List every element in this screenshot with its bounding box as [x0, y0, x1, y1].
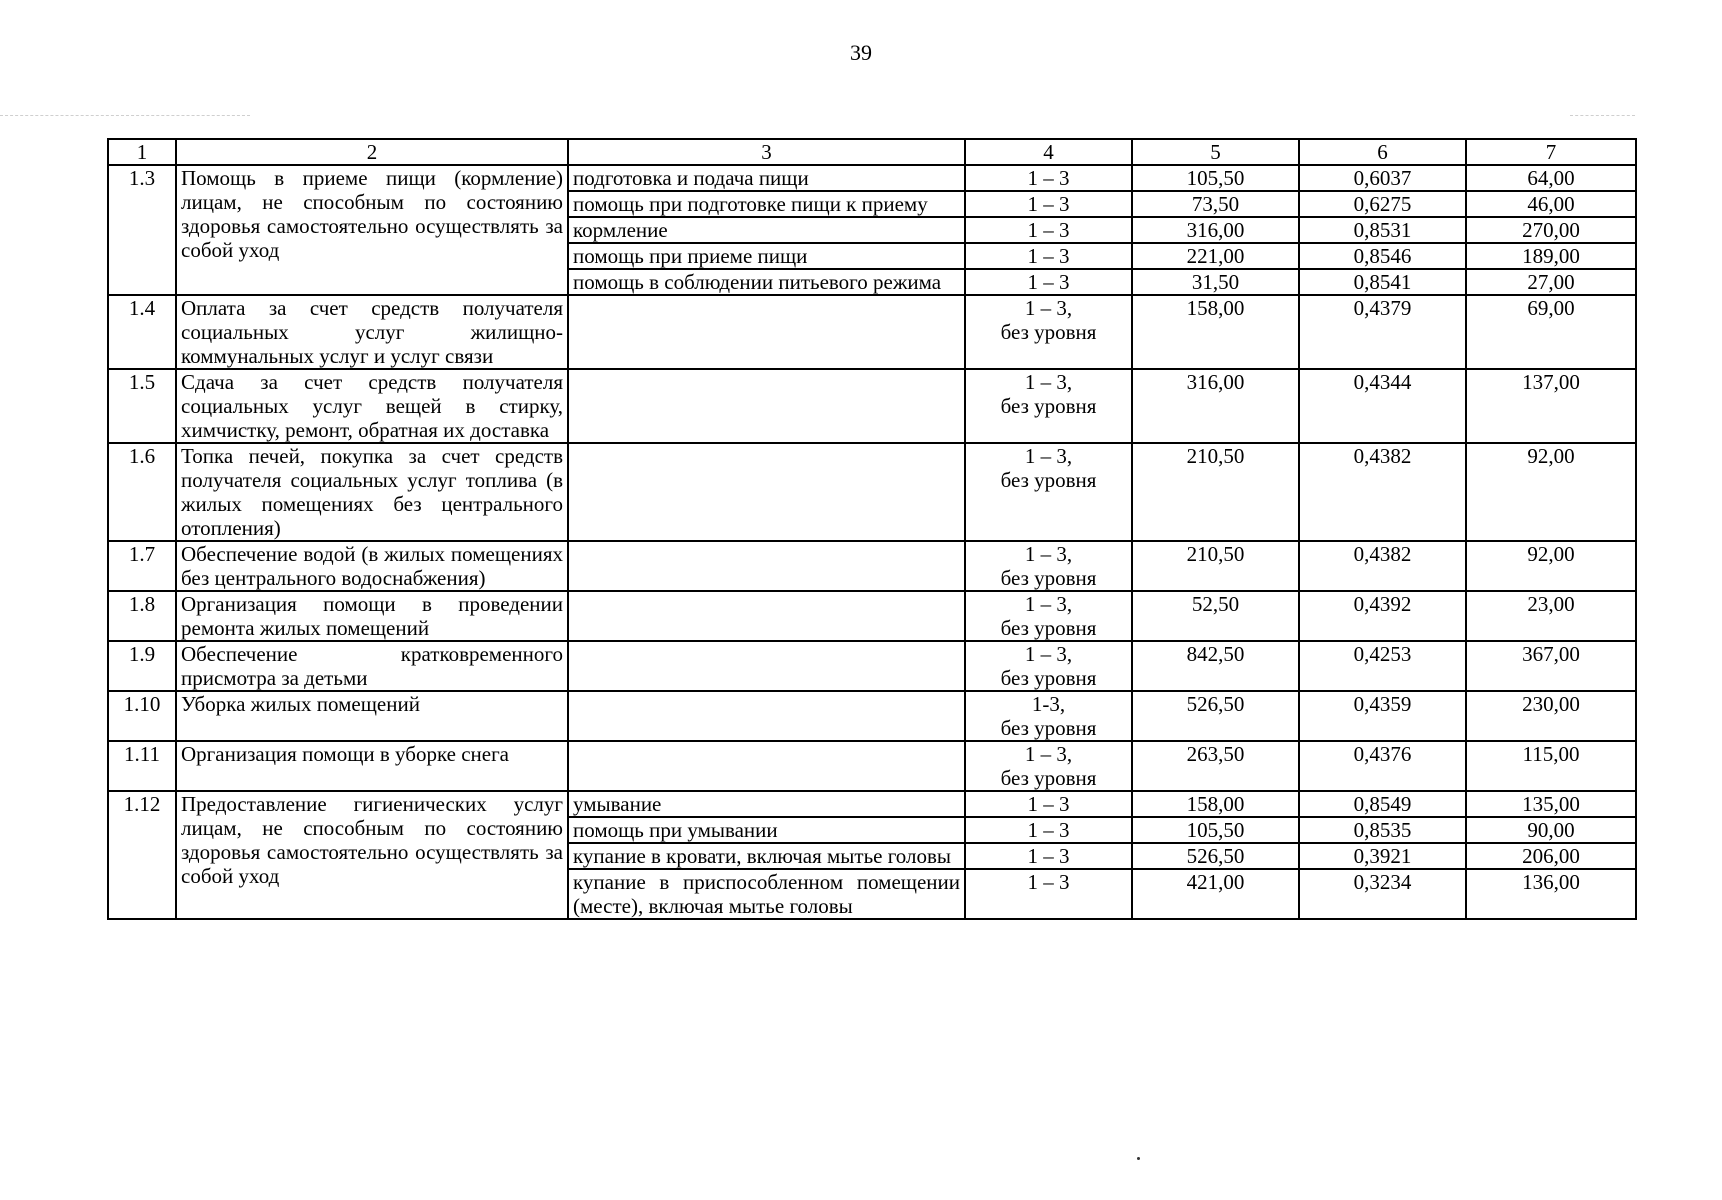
item-number: 1.8 [108, 591, 176, 641]
level-cell [965, 691, 1132, 741]
sub-service [568, 541, 965, 591]
value-col7: 46,00 [1466, 191, 1636, 217]
level-line: 1 – 3 [1027, 192, 1070, 216]
value-col7: 23,00 [1466, 591, 1636, 641]
sub-service: помощь при умывании [568, 817, 965, 843]
item-number: 1.9 [108, 641, 176, 691]
table-row [108, 591, 1636, 641]
table-row [108, 443, 1636, 541]
value-col5: 526,50 [1132, 691, 1299, 741]
service-name: Помощь в приеме пищи (кормление) лицам, не способным по состоянию здоровья самостоятельно осуществлять за собой уход [176, 165, 568, 295]
service-name: Оплата за счет средств получателя социальных услуг жилищно-коммунальных услуг и услуг связи [176, 295, 568, 369]
level-line: 1 – 3, [1024, 296, 1073, 320]
value-col5: 842,50 [1132, 641, 1299, 691]
service-name: Уборка жилых помещений [176, 691, 568, 741]
level-cell [965, 541, 1132, 591]
sub-service: кормление [568, 217, 965, 243]
sub-service [568, 591, 965, 641]
page-number: 39 [850, 40, 872, 65]
value-col5: 52,50 [1132, 591, 1299, 641]
sub-service [568, 741, 965, 791]
level-line: 1 – 3 [1027, 244, 1070, 268]
value-col5: 316,00 [1132, 369, 1299, 443]
level-cell [965, 269, 1132, 295]
header-row [108, 139, 1636, 165]
level-line: 1 – 3, [1024, 642, 1073, 666]
level-line: 1 – 3 [1027, 870, 1070, 894]
value-col6: 0,4382 [1299, 443, 1466, 541]
table-row [108, 295, 1636, 369]
table-row [108, 741, 1636, 791]
value-col6: 0,8546 [1299, 243, 1466, 269]
table-row [108, 641, 1636, 691]
value-col5: 105,50 [1132, 817, 1299, 843]
value-col6: 0,8531 [1299, 217, 1466, 243]
value-col5: 221,00 [1132, 243, 1299, 269]
value-col6: 0,3234 [1299, 869, 1466, 919]
column-header-3: 3 [568, 139, 965, 165]
item-number: 1.10 [108, 691, 176, 741]
level-line: 1 – 3, [1024, 742, 1073, 766]
scan-rule-right [1570, 115, 1635, 116]
level-cell [965, 443, 1132, 541]
level-cell [965, 369, 1132, 443]
level-line: 1 – 3 [1027, 844, 1070, 868]
sub-service [568, 443, 965, 541]
table-row [108, 691, 1636, 741]
value-col7: 27,00 [1466, 269, 1636, 295]
sub-service: умывание [568, 791, 965, 817]
value-col6: 0,4253 [1299, 641, 1466, 691]
value-col7: 137,00 [1466, 369, 1636, 443]
level-line: без уровня [1000, 320, 1097, 344]
value-col5: 31,50 [1132, 269, 1299, 295]
value-col7: 367,00 [1466, 641, 1636, 691]
value-col7: 115,00 [1466, 741, 1636, 791]
column-header-7: 7 [1466, 139, 1636, 165]
level-line: без уровня [1000, 716, 1097, 740]
level-line: 1 – 3 [1027, 270, 1070, 294]
value-col5: 421,00 [1132, 869, 1299, 919]
column-header-4: 4 [965, 139, 1132, 165]
level-cell [965, 243, 1132, 269]
value-col5: 316,00 [1132, 217, 1299, 243]
value-col7: 136,00 [1466, 869, 1636, 919]
value-col7: 230,00 [1466, 691, 1636, 741]
column-header-5: 5 [1132, 139, 1299, 165]
level-line: без уровня [1000, 666, 1097, 690]
level-cell [965, 817, 1132, 843]
level-cell [965, 591, 1132, 641]
level-cell [965, 191, 1132, 217]
item-number: 1.11 [108, 741, 176, 791]
value-col7: 69,00 [1466, 295, 1636, 369]
value-col6: 0,8549 [1299, 791, 1466, 817]
level-line: 1 – 3, [1024, 592, 1073, 616]
level-cell [965, 869, 1132, 919]
item-number: 1.12 [108, 791, 176, 919]
item-number: 1.4 [108, 295, 176, 369]
value-col5: 73,50 [1132, 191, 1299, 217]
sub-service: подготовка и подача пищи [568, 165, 965, 191]
service-name: Сдача за счет средств получателя социальных услуг вещей в стирку, химчистку, ремонт, обратная их доставка [176, 369, 568, 443]
value-col6: 0,4379 [1299, 295, 1466, 369]
sub-service: купание в приспособленном помещении (месте), включая мытье головы [568, 869, 965, 919]
level-line: 1 – 3, [1024, 542, 1073, 566]
value-col7: 135,00 [1466, 791, 1636, 817]
table-row [108, 541, 1636, 591]
value-col7: 64,00 [1466, 165, 1636, 191]
item-number: 1.6 [108, 443, 176, 541]
level-cell [965, 165, 1132, 191]
level-line: 1-3, [1031, 692, 1066, 716]
sub-service [568, 641, 965, 691]
level-line: 1 – 3, [1024, 370, 1073, 394]
value-col6: 0,6037 [1299, 165, 1466, 191]
sub-service [568, 295, 965, 369]
table-body [108, 165, 1636, 919]
level-cell [965, 295, 1132, 369]
service-name: Топка печей, покупка за счет средств получателя социальных услуг топлива (в жилых помещениях без центрального отопления) [176, 443, 568, 541]
tariff-table [107, 138, 1637, 920]
table-row [108, 791, 1636, 817]
value-col5: 210,50 [1132, 541, 1299, 591]
level-line: без уровня [1000, 616, 1097, 640]
table-row [108, 369, 1636, 443]
value-col5: 158,00 [1132, 791, 1299, 817]
column-header-2: 2 [176, 139, 568, 165]
item-number: 1.3 [108, 165, 176, 295]
value-col5: 263,50 [1132, 741, 1299, 791]
level-line: 1 – 3, [1024, 444, 1073, 468]
value-col6: 0,6275 [1299, 191, 1466, 217]
level-line: без уровня [1000, 468, 1097, 492]
level-line: 1 – 3 [1027, 792, 1070, 816]
value-col7: 189,00 [1466, 243, 1636, 269]
value-col7: 206,00 [1466, 843, 1636, 869]
level-cell [965, 217, 1132, 243]
value-col5: 105,50 [1132, 165, 1299, 191]
value-col5: 526,50 [1132, 843, 1299, 869]
service-name: Обеспечение водой (в жилых помещениях без центрального водоснабжения) [176, 541, 568, 591]
sub-service: помощь при приеме пищи [568, 243, 965, 269]
level-line: 1 – 3 [1027, 166, 1070, 190]
value-col7: 270,00 [1466, 217, 1636, 243]
value-col6: 0,3921 [1299, 843, 1466, 869]
value-col7: 92,00 [1466, 443, 1636, 541]
level-line: без уровня [1000, 766, 1097, 790]
scan-speck [1137, 1157, 1140, 1160]
sub-service: купание в кровати, включая мытье головы [568, 843, 965, 869]
value-col6: 0,4382 [1299, 541, 1466, 591]
level-line: 1 – 3 [1027, 218, 1070, 242]
table-row [108, 165, 1636, 191]
service-name: Организация помощи в проведении ремонта жилых помещений [176, 591, 568, 641]
value-col6: 0,4344 [1299, 369, 1466, 443]
service-name: Обеспечение кратковременного присмотра за детьми [176, 641, 568, 691]
level-line: без уровня [1000, 566, 1097, 590]
value-col6: 0,8535 [1299, 817, 1466, 843]
value-col6: 0,4376 [1299, 741, 1466, 791]
value-col7: 92,00 [1466, 541, 1636, 591]
value-col7: 90,00 [1466, 817, 1636, 843]
column-header-1: 1 [108, 139, 176, 165]
item-number: 1.7 [108, 541, 176, 591]
service-name: Организация помощи в уборке снега [176, 741, 568, 791]
sub-service [568, 369, 965, 443]
value-col5: 210,50 [1132, 443, 1299, 541]
value-col6: 0,4392 [1299, 591, 1466, 641]
value-col6: 0,4359 [1299, 691, 1466, 741]
sub-service: помощь в соблюдении питьевого режима [568, 269, 965, 295]
level-line: 1 – 3 [1027, 818, 1070, 842]
level-cell [965, 741, 1132, 791]
column-header-6: 6 [1299, 139, 1466, 165]
scan-rule-left [0, 115, 250, 116]
level-line: без уровня [1000, 394, 1097, 418]
level-cell [965, 791, 1132, 817]
level-cell [965, 843, 1132, 869]
service-name: Предоставление гигиенических услуг лицам, не способным по состоянию здоровья самостоятельно осуществлять за собой уход [176, 791, 568, 919]
sub-service: помощь при подготовке пищи к приему [568, 191, 965, 217]
level-cell [965, 641, 1132, 691]
value-col5: 158,00 [1132, 295, 1299, 369]
sub-service [568, 691, 965, 741]
value-col6: 0,8541 [1299, 269, 1466, 295]
item-number: 1.5 [108, 369, 176, 443]
